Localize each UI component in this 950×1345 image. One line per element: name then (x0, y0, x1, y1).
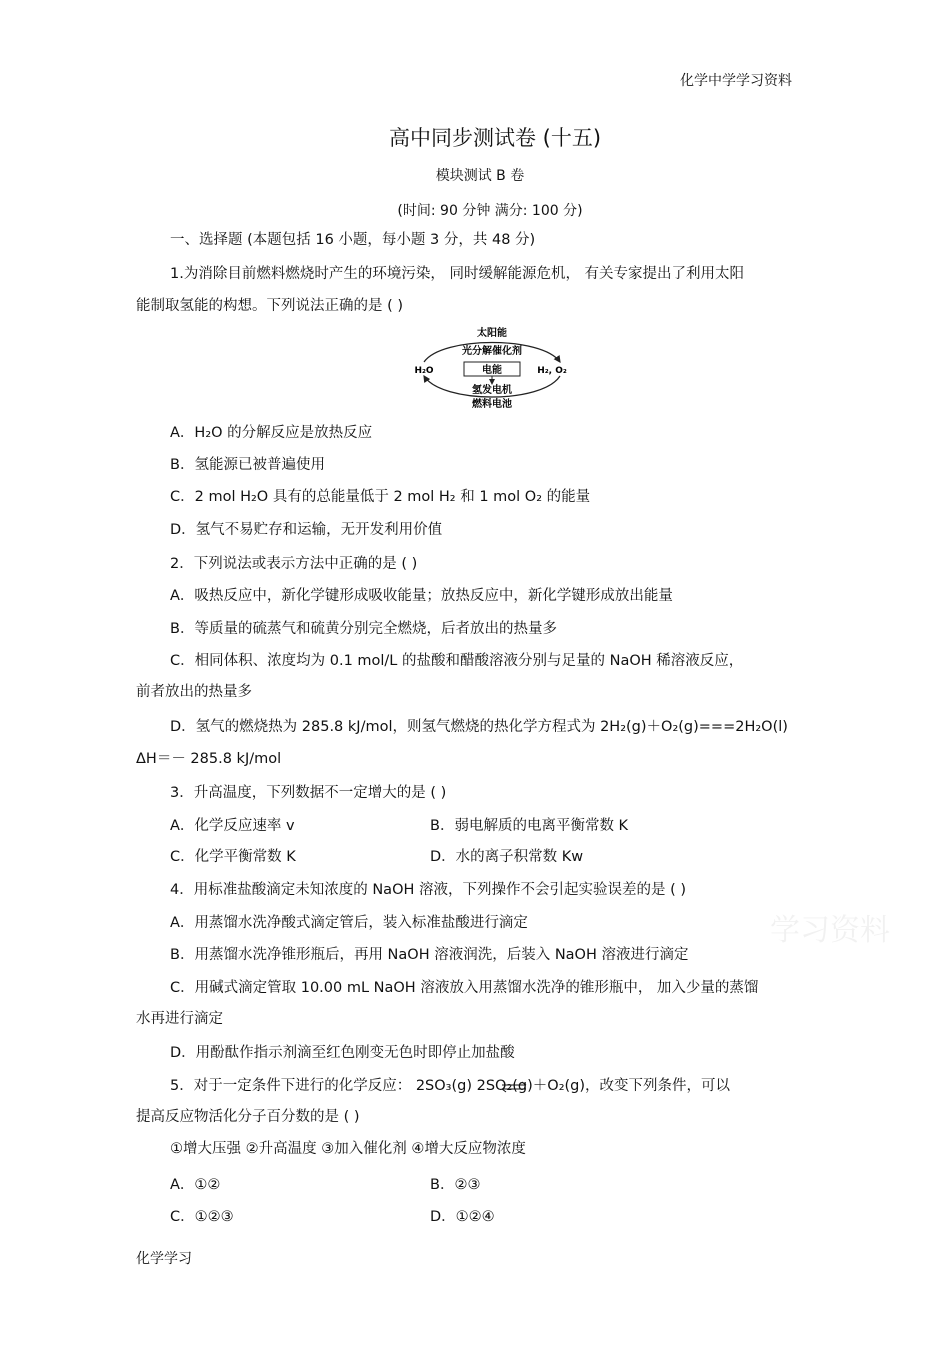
time-score-line: (时间: 90 分钟 满分: 100 分) (397, 203, 583, 219)
q5-conditions: ①增大压强 ②升高温度 ③加入催化剂 ④增大反应物浓度 (170, 1141, 526, 1157)
diagram-label-electricity: 电能 (482, 365, 502, 376)
q4-stem: 4．用标准盐酸滴定未知浓度的 NaOH 溶液，下列操作不会引起实验误差的是 ( ) (170, 882, 687, 898)
q2-option-d-line2: ΔH＝－ 285.8 kJ/mol (136, 751, 282, 767)
q3-option-c: C．化学平衡常数 K (170, 849, 296, 865)
q4-option-c-line2: 水再进行滴定 (136, 1011, 223, 1027)
page-title: 高中同步测试卷 (十五) (388, 126, 602, 150)
q2-option-a: A．吸热反应中，新化学键形成吸收能量；放热反应中，新化学键形成放出能量 (170, 588, 673, 604)
q2-option-d-line1: D．氢气的燃烧热为 285.8 kJ/mol，则氢气燃烧的热化学方程式为 2H₂(g)＋O₂(g)===2H₂O(l) (170, 719, 788, 735)
section-title: 一、选择题 (本题包括 16 小题，每小题 3 分，共 48 分) (170, 232, 536, 248)
q3-option-d: D．水的离子积常数 Kw (430, 849, 584, 865)
page-subtitle: 模块测试 B 卷 (435, 168, 525, 184)
q1-option-d: D．氢气不易贮存和运输，无开发利用价值 (170, 522, 443, 538)
q1-option-c: C．2 mol H₂O 具有的总能量低于 2 mol H₂ 和 1 mol O₂ 的能量 (170, 489, 591, 505)
q2-option-c-line2: 前者放出的热量多 (136, 684, 252, 700)
diagram-label-generator: 氢发电机 (472, 385, 512, 396)
q5-stem-line2: 提高反应物活化分子百分数的是 ( ) (136, 1109, 360, 1125)
q5-option-b: B．②③ (430, 1177, 481, 1193)
header-label: 化学中学学习资料 (680, 73, 792, 89)
diagram-label-fuel-cell: 燃料电池 (472, 399, 512, 410)
q1-option-b: B．氢能源已被普遍使用 (170, 457, 325, 473)
q3-option-a: A．化学反应速率 v (170, 818, 295, 834)
watermark: 学习资料 (770, 913, 890, 948)
q5-option-a: A．①② (170, 1177, 221, 1193)
diagram-label-products: H₂, O₂ (537, 366, 567, 376)
q1-stem-line2: 能制取氢能的构想。下列说法正确的是 ( ) (136, 298, 404, 314)
q4-option-c-line1: C．用碱式滴定管取 10.00 mL NaOH 溶液放入用蒸馏水洗净的锥形瓶中， 加入少量的蒸馏 (170, 980, 759, 996)
q4-option-b: B．用蒸馏水洗净锥形瓶后，再用 NaOH 溶液润洗，后装入 NaOH 溶液进行滴定 (170, 947, 689, 963)
q2-option-b: B．等质量的硫蒸气和硫黄分别完全燃烧，后者放出的热量多 (170, 621, 557, 637)
footer-label: 化学学习 (136, 1251, 192, 1267)
solar-hydrogen-cycle-diagram (412, 322, 572, 414)
q3-stem: 3．升高温度，下列数据不一定增大的是 ( ) (170, 785, 447, 801)
diagram-label-solar: 太阳能 (477, 328, 507, 339)
q3-option-b: B．弱电解质的电离平衡常数 K (430, 818, 629, 834)
q5-option-d: D．①②④ (430, 1209, 495, 1225)
q5-stem-line1: 5．对于一定条件下进行的化学反应： 2SO₃(g) 2SO₂(g)＋O₂(g)，改变下列条件，可以 (170, 1078, 731, 1094)
q1-option-a: A．H₂O 的分解反应是放热反应 (170, 425, 373, 441)
q2-option-c-line1: C．相同体积、浓度均为 0.1 mol/L 的盐酸和醋酸溶液分别与足量的 NaOH 稀溶液反应， (170, 653, 744, 669)
q4-option-d: D．用酚酞作指示剂滴至红色刚变无色时即停止加盐酸 (170, 1045, 515, 1061)
q2-stem: 2．下列说法或表示方法中正确的是 ( ) (170, 556, 418, 572)
diagram-label-water: H₂O (414, 366, 434, 376)
q4-option-a: A．用蒸馏水洗净酸式滴定管后，装入标准盐酸进行滴定 (170, 915, 528, 931)
diagram-label-catalyst: 光分解催化剂 (462, 346, 522, 357)
q1-stem-line1: 1.为消除目前燃料燃烧时产生的环境污染， 同时缓解能源危机， 有关专家提出了利用太阳 (170, 266, 745, 282)
reversible-arrow-icon (500, 1080, 528, 1094)
q5-option-c: C．①②③ (170, 1209, 234, 1225)
